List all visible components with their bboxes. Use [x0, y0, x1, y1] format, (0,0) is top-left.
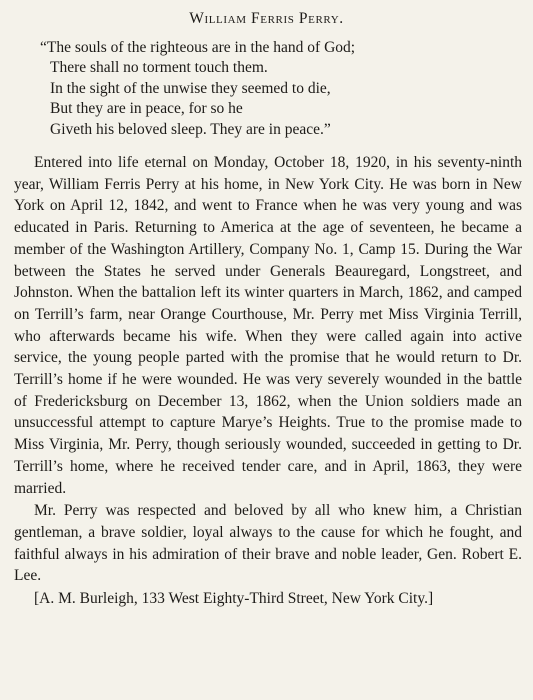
- epigraph-line: In the sight of the unwise they seemed to die,: [50, 79, 331, 97]
- author-signature: [A. M. Burleigh, 133 West Eighty-Third Street, New York City.]: [34, 590, 434, 608]
- body-paragraph: Entered into life eternal on Monday, October 18, 1920, in his seventy-ninth year, William Ferris Perry at his home, in New York City. He was born in New York on April 12, 1842, and went to France when he was very young and was educated in Paris. Returning to America at the age of seventeen, he became a member of the Washington Artillery, Company No. 1, Camp 15. During the War between the States he served under Generals Beauregard, Longstreet, and Johnston. When the battalion left its winter quarters in March, 1862, and camped on Terrill’s farm, near Orange Courthouse, Mr. Perry met Miss Virginia Terrill, who afterwards became his wife. When they were called again into active service, the young people parted with the promise that he would return to Dr. Terrill’s home if he were wounded. He was very severely wounded in the battle of Fredericksburg on December 13, 1862, when the Union soldiers made an unsuccessful attempt to capture Marye’s Heights. True to the promise made to Miss Virginia, Mr. Perry, though seriously wounded, succeeded in getting to Dr. Terrill’s home, where he received tender care, and in April, 1863, they were married.: [14, 154, 522, 497]
- epigraph-line: Giveth his beloved sleep. They are in peace.”: [50, 120, 331, 138]
- body-paragraph: Mr. Perry was respected and beloved by all who knew him, a Christian gentleman, a brave soldier, loyal always to the cause for which he fought, and faithful always in his admiration of their brave and noble leader, Gen. Robert E. Lee.: [14, 502, 522, 585]
- epigraph: [40, 38, 510, 140]
- epigraph-line: “The souls of the righteous are in the hand of God;: [40, 39, 356, 56]
- epigraph-line: There shall no torment touch them.: [50, 59, 268, 77]
- page-title: William Ferris Perry.: [189, 10, 344, 27]
- epigraph-line: But they are in peace, for so he: [50, 100, 243, 118]
- obituary-body: [14, 152, 522, 610]
